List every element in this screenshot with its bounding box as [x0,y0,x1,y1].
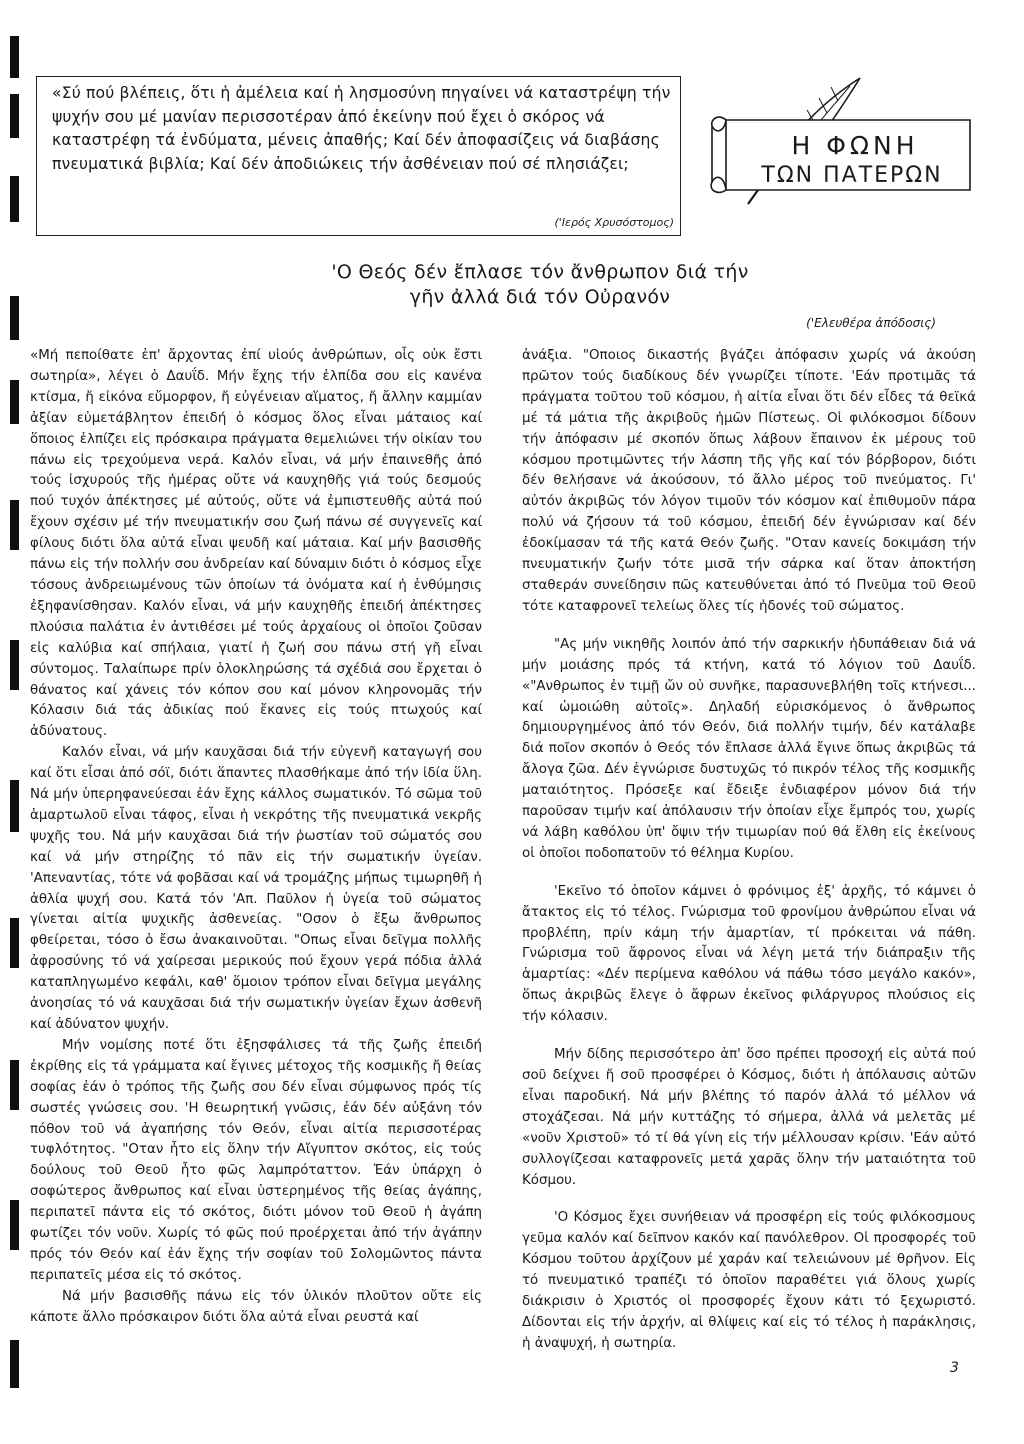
binding-mark [10,1060,19,1110]
binding-mark [10,918,19,968]
binding-mark [10,36,19,78]
paragraph: 'Εκεῖνο τό ὁποῖον κάμνει ὁ φρόνιμος ἐξ' ἀρχῆς, τό κάμνει ὁ ἄτακτος εἰς τό τέλος. Γνώρισμα τοῦ φρονίμου ἀνθρώπου εἶναι νά προβλέπη, πρίν κάμη τήν ἁμαρτίαν, τί πρόκειται νά πάθη. Γνώρισμα τοῦ ἄφρονος εἶναι νά λέγη μετά τήν διάπραξιν τῆς ἁμαρτίας: «Δέν περίμενα καθόλου νά πάθω τόσο μεγάλο κακόν», ὅπως ἀκριβῶς ἔλεγε ὁ ἄφρων ἐκεῖνος φιλάργυρος πλούσιος εἰς τήν κόλασιν. [522,883,976,1025]
binding-mark [10,780,19,832]
headline-line-2: γῆν ἀλλά διά τόν Οὐρανόν [409,286,671,308]
binding-mark [10,1200,19,1250]
paragraph: "Ας μήν νικηθῆς λοιπόν ἀπό τήν σαρκικήν ἡδυπάθειαν διά νά μήν μοιάσης πρός τά κτήνη, κατά τό λόγιον τοῦ Δαυΐδ. «"Ανθρωπος ἐν τιμῇ ὤν οὐ συνῆκε, παρασυνεβλήθη τοῖς κτήνεσι... καί ὡμοιώθη αὐτοῖς». Δηλαδή εὐρισκόμενος ὁ ἄνθρωπος δημιουργημένος ἀπό τόν Θεόν, διά πολλήν τιμήν, δέν κατάλαβε διά ποῖον σκοπόν ὁ Θεός τόν ἔπλασε ἀλλά ἔγινε ὅπως ἀκριβῶς τά ἄλογα ζῶα. Δέν ἐγνώρισε δυστυχῶς τό πικρόν τέλος τῆς κοσμικῆς ματαιότητος. Πρόσεξε καί ἔδειξε ἐνδιαφέρον μόνον διά τήν παροῦσαν τιμήν καί ἀπόλαυσιν τήν ὁποίαν εἶχε ἔμπρός του, χωρίς νά λάβη καθόλου ὑπ' ὄψιν τήν τιμωρίαν πού θά ἔλθη εἰς ἐκείνους οἱ ὁποῖοι ποδοπατοῦν τό θέλημα Κυρίου. [522,636,976,861]
paragraph: Νά μήν βασισθῆς πάνω εἰς τόν ὑλικόν πλοῦτον οὔτε εἰς κάποτε ἄλλο πρόσκαιρον διότι ὅλα αὐτά εἶναι ρευστά καί [30,1288,482,1325]
binding-mark [10,94,19,138]
binding-mark [10,640,19,690]
article-headline [230,260,850,310]
binding-mark [10,500,19,550]
headline-line-1: 'Ο Θεός δέν ἔπλασε τόν ἄνθρωπον διά τήν [331,261,749,283]
paragraph: 'Ο Κόσμος ἔχει συνήθειαν νά προσφέρη εἰς τούς φιλόκοσμους γεῦμα καλόν καί δεῖπνον κακόν καί πανόλεθρον. Οἱ προσφορές τοῦ Κόσμου τοῦτου ἀρχίζουν μέ χαράν καί τελειώνουν μέ θρῆνον. Εἰς τό πνευματικό τραπέζι τό ὁποῖον παραθέτει γιά ὅλους χωρίς διάκρισιν ὁ Χριστός οἱ προσφορές ἔχουν κάτι τό ξεχωριστό. Δίδονται εἰς τήν ἀρχήν, αἱ θλίψεις καί εἰς τό τέλος ἡ παράκλησις, ἡ ἀναψυχή, ἡ σωτηρία. [522,1210,976,1351]
paragraph: Καλόν εἶναι, νά μήν καυχᾶσαι διά τήν εὐγενῆ καταγωγή σου καί ὅτι εἶσαι ἀπό σόϊ, διότι ἅπαντες πλασθήκαμε ἀπό τήν ἰδία ὕλη. Νά μήν ὑπερηφανεύεσαι ἐάν ἔχης κάλλος σωματικόν. Τό σῶμα τοῦ ἁμαρτωλοῦ εἶναι τάφος, εἶναι ἡ νεκρότης τῆς πνευματικά νεκρῆς ψυχῆς του. Νά μήν καυχᾶσαι διά τήν ῥωστίαν τοῦ σώματός σου καί νά μήν στηρίζης τό πᾶν εἰς τήν σωματικήν ὑγείαν. 'Απεναντίας, τότε νά φοβᾶσαι καί νά τρομάζης μήπως τιμωρηθῆ ἡ ἀθλία ψυχή σου. Κατά τόν 'Απ. Παῦλον ἡ ὑγεία τοῦ σώματος γίνεται αἰτία ψυχικῆς ἀσθενείας. "Οσον ὁ ἔξω ἄνθρωπος φθείρεται, τόσο ὁ ἔσω ἀνακαινοῦται. "Οπως εἶναι δεῖγμα πολλῆς ἀφροσύνης τό νά χαίρεσαι μερικούς πού ἔχουν γερά πόδια ἀλλά καταπληγωμένο κεφάλι, καθ' ὅμοιον τρόπον εἶναι δεῖγμα μεγάλης ἀνοησίας τό νά καυχᾶσαι διά τήν σωματικήν ὑγείαν ἔχων ἀσθενῆ καί ἀδύνατον ψυχήν. [30,745,482,1032]
paragraph: Μήν νομίσης ποτέ ὅτι ἐξησφάλισες τά τῆς ζωῆς ἐπειδή ἐκρίθης εἰς τά γράμματα καί ἔγινες μέτοχος τῆς κοσμικῆς ἤ θείας σοφίας ἐάν ὁ τρόπος τῆς ζωῆς σου δέν εἶναι σύμφωνος πρός τίς σωστές γνώσεις σου. 'Η θεωρητική γνῶσις, ἐάν δέν αὐξάνη τόν πόθον τοῦ νά ἀγαπήσης τόν Θεόν, εἶναι αἰτία περισσοτέρας τυφλότητος. "Οταν ἦτο εἰς ὅλην τήν Αἴγυπτον σκότος, εἰς τούς δούλους τοῦ Θεοῦ ἦτο φῶς λαμπρόταττον. Ἐάν ὑπάρχη ὁ σοφώτερος ἄνθρωπος καί εἶναι ὑστερημένος τῆς θείας ἀγάπης, περιπατεῖ πάντα εἰς τό σκότος, διότι μόνον τοῦ Θεοῦ ἡ ἀγάπη φωτίζει τόν νοῦν. Χωρίς τό φῶς πού προέρχεται ἀπό τήν ἀγάπην πρός τόν Θεόν καί ἐάν ἔχης τήν σοφίαν τοῦ Σολομῶντος πάντα περιπατεῖς μέσα εἰς τό σκότος. [30,1037,482,1283]
page-number: 3 [950,1360,959,1376]
right-column [522,346,976,1355]
paragraph: Μήν δίδης περισσότερο ἀπ' ὅσο πρέπει προσοχή εἰς αὐτά πού σοῦ δείχνει ἤ σοῦ προσφέρει ὁ Κόσμος, διότι ἡ ἀπόλαυσις αὐτῶν εἶναι παροδική. Νά μήν βλέπης τό παρόν ἀλλά τό μέλλον νά στοχάζεσαι. Νά μήν κυττάζης τό σήμερα, ἀλλά νά μελετᾶς μέ «νοῦν Χριστοῦ» τό τί θά γίνη εἰς τήν μέλλουσαν κρίσιν. 'Εάν αὐτό συλλογίζεσαι καταφρονεῖς μετά χαρᾶς ὅλην τήν ματαιότητα τοῦ Κόσμου. [522,1047,976,1188]
binding-mark [10,296,19,340]
paragraph: ἀνάξια. "Οποιος δικαστής βγάζει ἀπόφασιν χωρίς νά ἀκούση πρῶτον τούς διαδίκους δέν γνωρίζει τίποτε. 'Εάν προτιμᾶς τά πράγματα τοῦτου τοῦ κόσμου, ἡ αἰτία εἶναι ὅτι δέν εἶδες τά θεϊκά μέ τά μάτια τῆς ἀκριβοῦς ἡμῶν Πίστεως. Οἱ φιλόκοσμοι δίδουν τήν ἀπόφασιν μέ σκοπόν ὅπως λάβουν ἔπαινον ἐκ μέρους τοῦ κόσμου προτιμῶντες τήν λάσπη τῆς γῆς καί τόν βόρβορον, διότι δέν θελήσανε νά ἀκούσουν, τό ἄλλο μέρος τοῦ πνεύματος. Γι' αὐτόν ἀκριβῶς τόν λόγον τιμοῦν τόν κόσμον καί ἐπιθυμοῦν πάρα πολύ νά ζήσουν τά τοῦ κόσμου, ἐπειδή δέν ἐγνώρισαν καί δέν ἐδοκίμασαν τά τῆς κατά Θεόν ζωῆς. "Οταν κανείς δοκιμάση τήν πνευματικήν ζωήν τότε μισᾶ τήν σάρκα καί ὅταν ἀποκτήση σταθεράν συνείδησιν πῶς κατευθύνεται ἀπό τό Πνεῦμα τοῦ Θεοῦ τότε καταφρονεῖ τελείως ὅλες τίς ἡδονές τοῦ σώματος. [522,348,976,614]
left-column [30,346,482,1329]
masthead-logo [690,70,980,210]
paragraph: «Μή πεποίθατε ἐπ' ἄρχοντας ἐπί υἱούς ἀνθρώπων, οἷς οὐκ ἔστι σωτηρία», λέγει ὁ Δαυΐδ. Μήν ἔχης τήν ἐλπίδα σου εἰς κανένα κτίσμα, ἤ εἰκόνα εὔμορφον, ἤ εὐγένειαν αἵματος, ἤ ἄλλην καμμίαν ἀξίαν εὐμετάβλητον ἐπειδή ὁ κόσμος ὅλος εἶναι μάταιος καί ὅποιος ἐλπίζει εἰς πρόσκαιρα πράγματα θεμελιώνει τήν οἰκίαν του πάνω εἰς τρεχούμενα νερά. Καλόν εἶναι, νά μήν ἐπαινεθῆς ἀπό τούς ἰσχυρούς τῆς ἡμέρας οὔτε νά καυχηθῆς γιά τούς δεσμούς πού τυχόν ἀπέκτησες μέ αὐτούς, οὔτε νά ἐμπιστευθῆς αὐτά πού ἔχουν σχέσιν μέ τήν πνευματικήν σου ζωή πάνω σέ συγγενεῖς καί φίλους διότι ὅλα αὐτά εἶναι ψευδῆ καί μάταια. Καί μήν βασισθῆς πάνω εἰς τήν πολλήν σου ἀνδρείαν καί δύναμιν διότι ὁ κόσμος εἶχε τόσους ἀνδρειωμένους τῶν ὁποίων τά ὀνόματα καί ἡ ἐνθύμησις ἐξηφανίσθησαν. Καλόν εἶναι, νά μήν καυχηθῆς ἐπειδή ἀπέκτησες πλούσια παλάτια ἐν ἀντιθέσει μέ τούς ἀρχαίους οἱ ὁποῖοι ζοῦσαν εἰς καλύβια καί σπήλαια, γιατί ἡ ζωή σου πάνω στή γῆ εἶναι σύντομος. Ταλαίπωρε πρίν ὁλοκληρώσης τά σχέδιά σου ἔρχεται ὁ θάνατος καί χάνεις τόν κόπον σου καί μόνον κληρονομᾶς τήν Κόλασιν διά τάς ἀδικίας πού ἔκανες εἰς τούς πτωχούς καί ἀδύνατους. [30,348,482,740]
binding-mark [10,1340,19,1388]
logo-line-2: ΤΩΝ ΠΑΤΕΡΩΝ [761,163,943,188]
binding-mark [10,176,19,222]
logo-line-1: Η ΦΩΝΗ [791,131,919,160]
headline-source: ('Ελευθέρα ἀπόδοσις) [806,316,936,330]
quote-text: «Σύ πού βλέπεις, ὅτι ἡ ἀμέλεια καί ἡ λησμοσύνη πηγαίνει νά καταστρέψη τήν ψυχήν σου μέ μανίαν περισσοτέραν ἀπό ἐκείνην πού ἔχει ὁ σκόρος νά καταστρέφη τά ἐνδύματα, μένεις ἀπαθής; Καί δέν ἀποφασίζεις νά διαβάσης πνευματικά βιβλία; Καί δέν ἀποδιώκεις τήν ἀσθένειαν πού σέ πλησιάζει; [52,84,671,173]
binding-mark [10,380,19,424]
quote-source: ('Ιερός Χρυσόστομος) [554,216,674,229]
